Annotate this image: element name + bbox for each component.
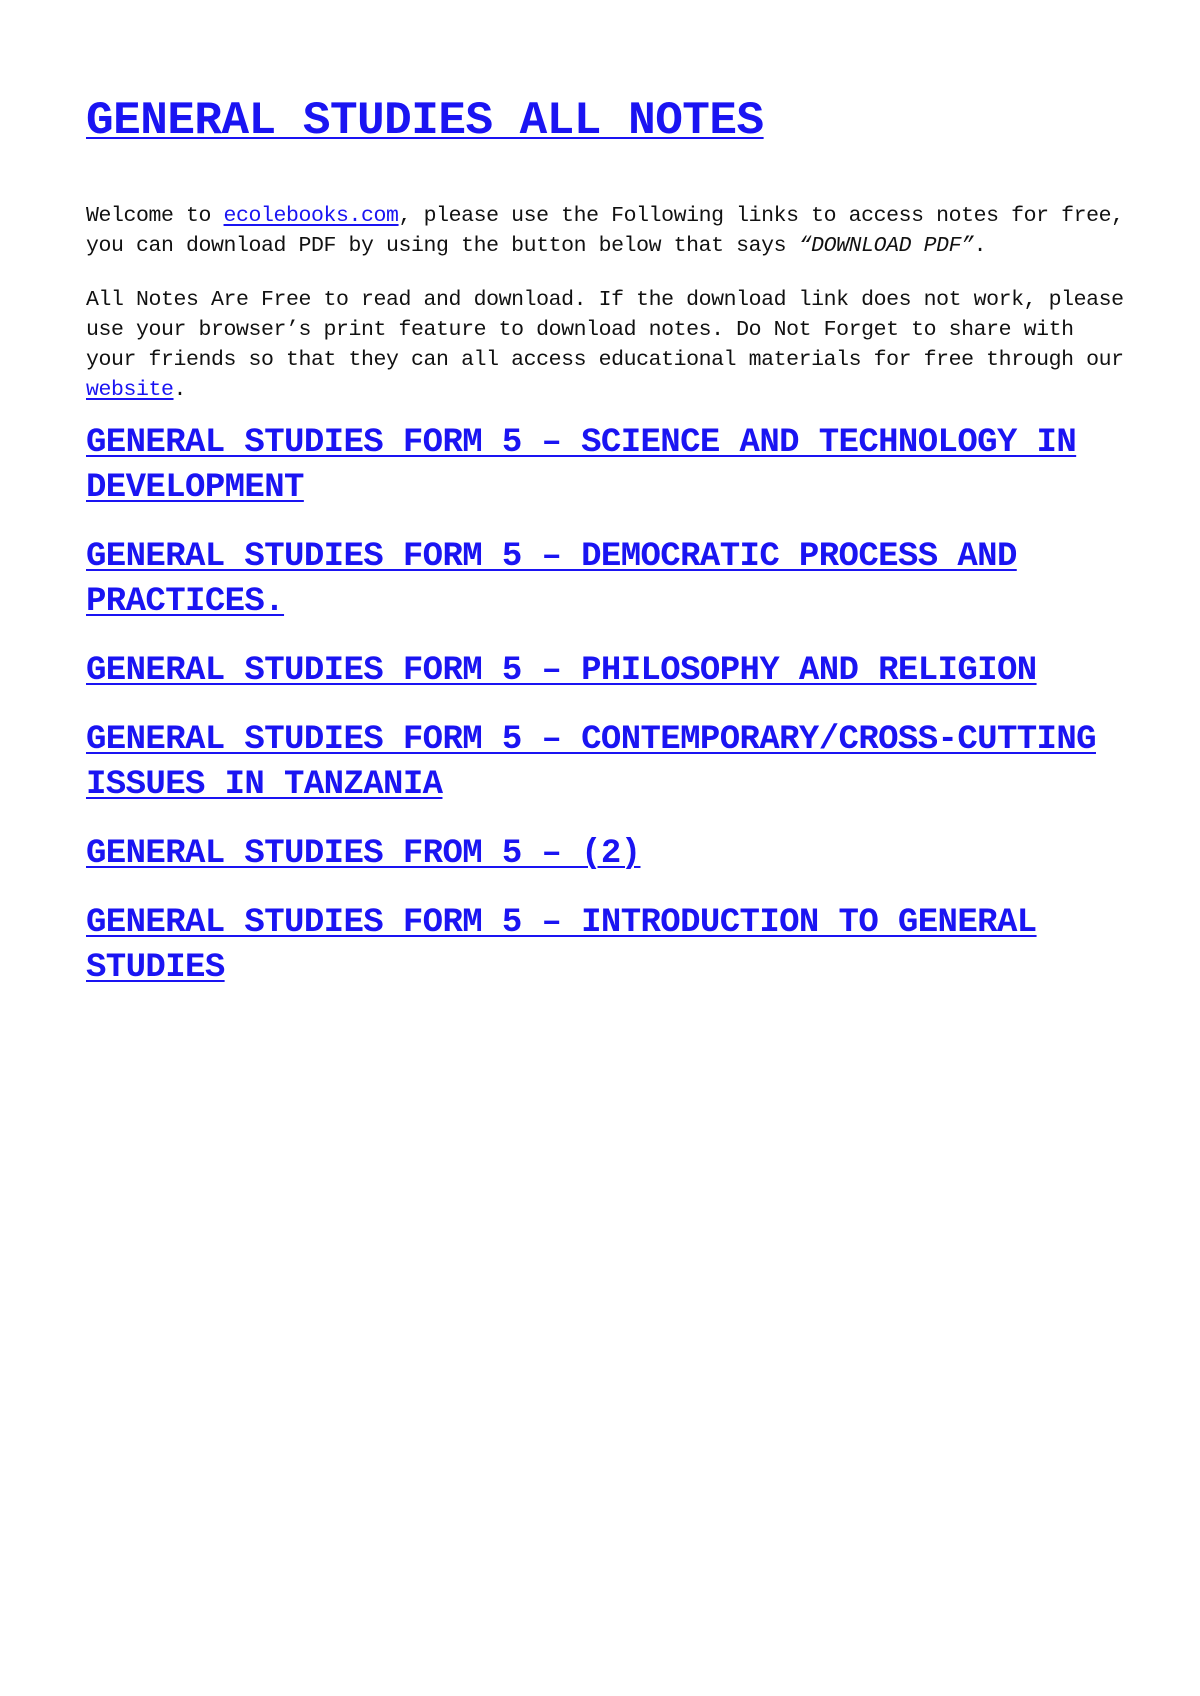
document-page [86, 0, 1136, 991]
page-title-link[interactable]: GENERAL STUDIES ALL NOTES [86, 95, 764, 147]
intro-text-end: . [973, 234, 987, 258]
intro-text-start: Welcome to [86, 204, 224, 228]
notice-paragraph [86, 285, 1136, 405]
intro-text-middle: , please use the Following links to access notes for free, you can download PDF by using the button below that says [86, 204, 1124, 258]
note-heading-science-technology [86, 421, 1136, 511]
note-link-philosophy-religion[interactable]: GENERAL STUDIES FORM 5 – PHILOSOPHY AND RELIGION [86, 652, 1037, 690]
note-heading-democratic-process [86, 535, 1136, 625]
note-heading-form5-part2 [86, 832, 1136, 877]
notice-text: All Notes Are Free to read and download. If the download link does not work, please use your browser’s print feature to download notes. Do Not Forget to share with your friends so that they can all access educational materials for free through our [86, 288, 1124, 372]
download-pdf-emphasis: “DOWNLOAD PDF” [798, 234, 974, 258]
note-link-introduction[interactable]: GENERAL STUDIES FORM 5 – INTRODUCTION TO GENERAL STUDIES [86, 904, 1037, 987]
note-heading-introduction [86, 901, 1136, 991]
note-heading-philosophy-religion [86, 649, 1136, 694]
note-link-democratic-process[interactable]: GENERAL STUDIES FORM 5 – DEMOCRATIC PROCESS AND PRACTICES. [86, 538, 1017, 621]
notice-text-end: . [173, 378, 187, 402]
note-heading-contemporary-issues [86, 718, 1136, 808]
page-title [86, 93, 1136, 149]
note-link-science-technology[interactable]: GENERAL STUDIES FORM 5 – SCIENCE AND TECHNOLOGY IN DEVELOPMENT [86, 424, 1077, 507]
note-link-contemporary-issues[interactable]: GENERAL STUDIES FORM 5 – CONTEMPORARY/CROSS-CUTTING ISSUES IN TANZANIA [86, 721, 1096, 804]
intro-paragraph [86, 201, 1136, 261]
website-link[interactable]: website [86, 378, 174, 402]
ecolebooks-link[interactable]: ecolebooks.com [223, 204, 399, 228]
note-link-form5-part2[interactable]: GENERAL STUDIES FROM 5 – (2) [86, 835, 641, 873]
